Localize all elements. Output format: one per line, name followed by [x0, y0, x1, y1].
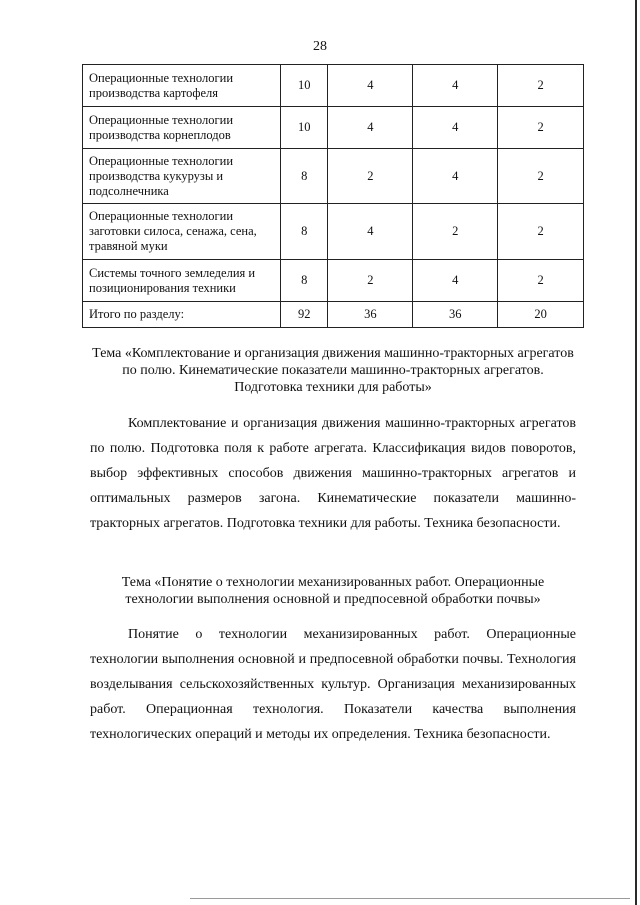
table-cell-value: 4 — [413, 65, 498, 107]
table-cell-total-value: 92 — [280, 302, 327, 328]
table-cell-value: 2 — [413, 204, 498, 260]
table-row — [83, 107, 584, 149]
page-edge-right — [635, 0, 637, 905]
table-cell-value: 2 — [328, 149, 413, 204]
table-row — [83, 204, 584, 260]
topic-body: Комплектование и организация движения машинно-тракторных агрегатов по полю. Подготовка поля к работе агрегата. Классификация видов поворотов, выбор эффективных способов движения машинно-тракторных агрегатов и оптимальных размеров загона. Кинематические показатели машинно-тракторных агрегатов. Подготовка техники для работы. Техника безопасности. — [90, 416, 576, 531]
table-cell-topic: Системы точного земледелия и позиционирования техники — [83, 260, 281, 302]
table-row — [83, 65, 584, 107]
table-cell-value: 10 — [280, 65, 327, 107]
page-edge-bottom — [190, 898, 630, 899]
hours-table — [82, 64, 584, 328]
table-row — [83, 260, 584, 302]
table-cell-topic: Операционные технологии производства кукурузы и подсолнечника — [83, 149, 281, 204]
table-cell-value: 2 — [498, 204, 584, 260]
table-cell-topic: Операционные технологии производства картофеля — [83, 65, 281, 107]
table-cell-value: 2 — [328, 260, 413, 302]
table-cell-value: 4 — [413, 260, 498, 302]
table-cell-topic: Операционные технологии заготовки силоса, сенажа, сена, травяной муки — [83, 204, 281, 260]
table-cell-total-value: 20 — [498, 302, 584, 328]
table-cell-value: 4 — [328, 65, 413, 107]
topic-heading: Тема «Понятие о технологии механизированных работ. Операционные технологии выполнения основной и предпосевной обработки почвы» — [121, 575, 545, 607]
table-cell-value: 4 — [328, 204, 413, 260]
table-cell-total-value: 36 — [328, 302, 413, 328]
table-cell-total-label: Итого по разделу: — [83, 302, 281, 328]
table-cell-value: 4 — [413, 149, 498, 204]
table-row-total — [83, 302, 584, 328]
table-cell-total-value: 36 — [413, 302, 498, 328]
table-cell-value: 2 — [498, 107, 584, 149]
table-cell-value: 4 — [328, 107, 413, 149]
table-cell-topic: Операционные технологии производства корнеплодов — [83, 107, 281, 149]
table-cell-value: 8 — [280, 204, 327, 260]
page-number: 28 — [313, 39, 327, 54]
table-cell-value: 10 — [280, 107, 327, 149]
table-cell-value: 2 — [498, 260, 584, 302]
topic-heading: Тема «Комплектование и организация движения машинно-тракторных агрегатов по полю. Кинематические показатели машинно-тракторных агрегатов. Подготовка техники для работы» — [92, 346, 574, 395]
table-cell-value: 8 — [280, 149, 327, 204]
table-cell-value: 4 — [413, 107, 498, 149]
table-cell-value: 2 — [498, 149, 584, 204]
table-row — [83, 149, 584, 204]
table-cell-value: 2 — [498, 65, 584, 107]
topic-body: Понятие о технологии механизированных работ. Операционные технологии выполнения основной и предпосевной обработки почвы. Технология возделывания сельскохозяйственных культур. Организация механизированных работ. Операционная технология. Показатели качества выполнения технологических операций и методы их определения. Техника безопасности. — [90, 627, 576, 742]
table-cell-value: 8 — [280, 260, 327, 302]
